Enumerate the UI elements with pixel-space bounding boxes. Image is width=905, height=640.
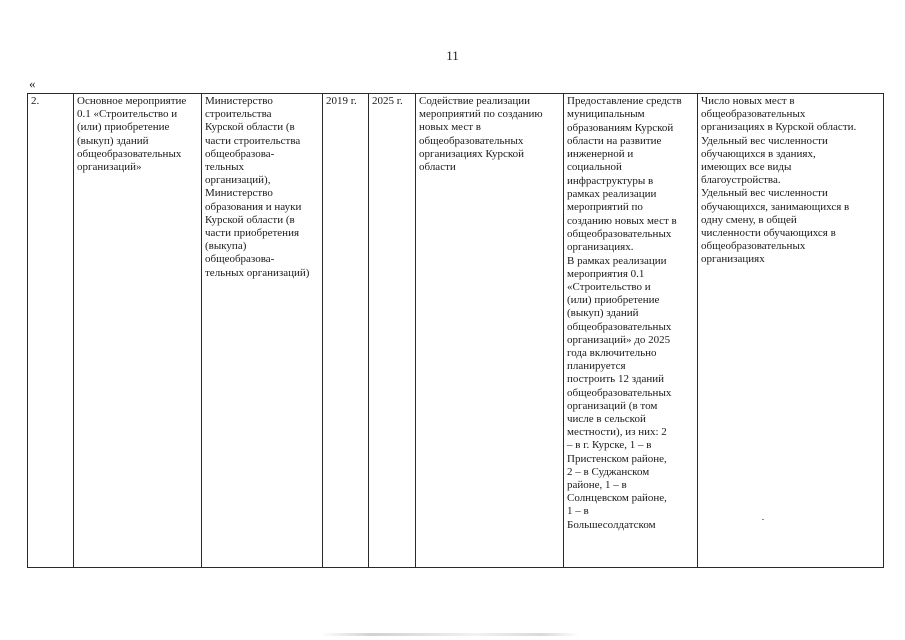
event-name-cell [74,94,202,568]
end-year-cell [369,94,416,568]
executors-cell [202,94,323,568]
expected-result-cell [416,94,564,568]
event-name: Основное мероприятие 0.1 «Строительство и (или) приобретение (выкуп) зданий общеобразовательных организаций» [77,95,187,174]
expected-result: Содействие реализации мероприятий по созданию новых мест в общеобразовательных организациях Курской области [419,95,543,174]
row-number: 2. [31,95,40,107]
measures-table [27,93,884,568]
indicators-cell [698,94,884,568]
scan-speck [762,519,764,520]
end-year: 2025 г. [372,95,403,107]
executors-text: Министерство строительства Курской области (в части строительства общеобразова- тельных организаций), Министерство образования и науки Курской области (в части приобретения (выкупа) общеобразова- тельных организаций) [205,95,310,279]
start-year-cell [323,94,369,568]
opening-quote-mark: « [29,76,36,91]
measures-cell [564,94,698,568]
measures-intro: Предоставление средств муниципальным образованиям Курской области на развитие инженерной и социальной инфраструктуры в рамках реализации мероприятий по созданию новых мест в общеобразовательных организациях. [567,95,682,254]
table-row [28,94,884,568]
measures-body: В рамках реализации мероприятия 0.1 «Строительство и (или) приобретение (выкуп) зданий общеобразовательных организаций» до 2025 года включительно планируется построить 12 зданий общеобразовательных организаций (в том числе в сельской местности), из них: 2 – в г. Курске, 1 – в Пристенском районе, 2 – в Суджанском районе, 1 – в Солнцевском районе, 1 – в Большесолдатском [567,254,672,531]
start-year: 2019 г. [326,95,357,107]
row-number-cell [28,94,74,568]
scan-edge-smudge [320,633,580,636]
page-number: 11 [446,48,459,63]
indicators-text: Число новых мест в общеобразовательных организациях в Курской области. Удельный вес численности обучающихся в зданиях, имеющих все виды благоустройства. Удельный вес численности обучающихся, занимающихся в одну смену, в общей численности обучающихся в общеобразовательных организациях [701,95,857,266]
